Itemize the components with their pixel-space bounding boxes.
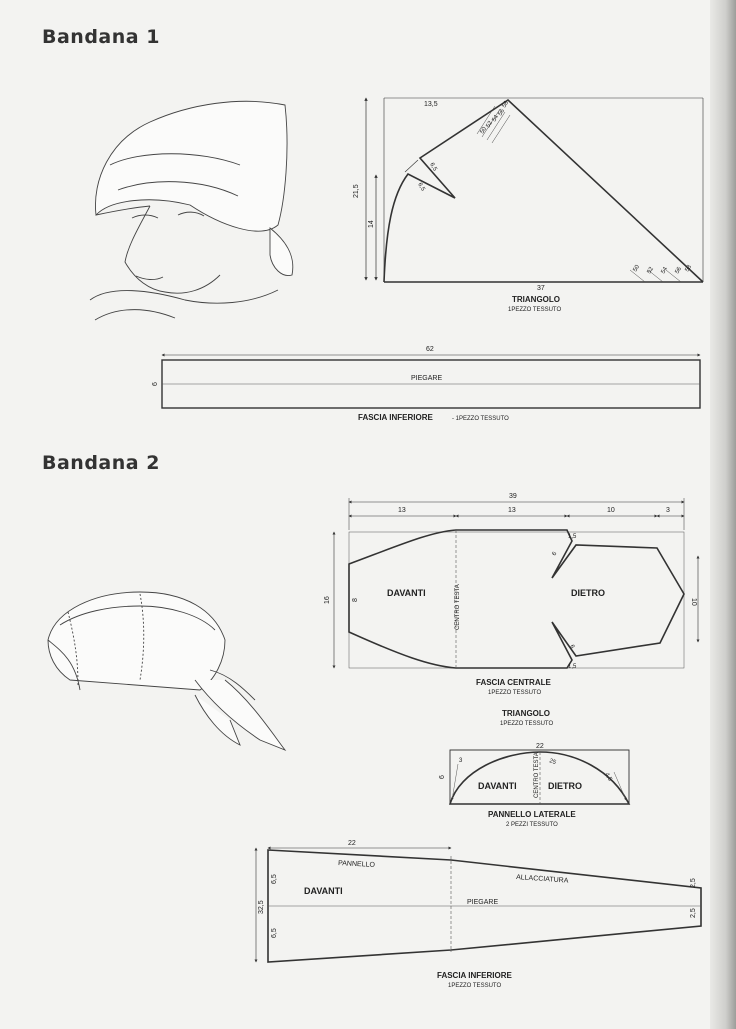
central-dart-top2: 1,5 xyxy=(568,534,577,540)
triangle-label: TRIANGOLO xyxy=(512,295,560,304)
band2-tie: ALLACCIATURA xyxy=(515,874,569,885)
dart-dim-1: 6,5 xyxy=(428,162,438,173)
side-back: DIETRO xyxy=(548,781,583,791)
band2-sub: 1PEZZO TESSUTO xyxy=(448,983,502,989)
side-dim-3: 3 xyxy=(459,758,463,764)
side-dim-6: 6 xyxy=(439,775,446,779)
band2-dim-2-5-bottom: 2,5 xyxy=(690,908,697,918)
band2-dim-22: 22 xyxy=(348,840,356,847)
central-dim-13b: 13 xyxy=(508,507,516,514)
central-dart-top: 6 xyxy=(551,551,559,557)
size-top-52: 52 xyxy=(485,120,495,129)
dim-top-13-5: 13,5 xyxy=(424,101,438,108)
band2-dim-6-5-top: 6,5 xyxy=(271,874,278,884)
side-dim-4-5: 4,5 xyxy=(603,772,613,783)
size-top-54: 54 xyxy=(491,114,501,123)
central-label: FASCIA CENTRALE xyxy=(476,678,551,687)
dart-dim-2: 6,5 xyxy=(416,182,426,193)
side-dim-25: 25 xyxy=(548,758,557,767)
central-sub: 1PEZZO TESSUTO xyxy=(488,690,542,696)
triangle-pattern xyxy=(353,98,703,313)
dim-inner-14: 14 xyxy=(368,220,375,228)
band1-label: FASCIA INFERIORE xyxy=(358,413,433,422)
side-dim-22: 22 xyxy=(536,743,544,750)
band1-pattern xyxy=(152,346,700,422)
bandana2-triangle-sub: 1PEZZO TESSUTO xyxy=(500,721,554,727)
central-dim-8: 8 xyxy=(352,598,359,602)
size-top-58: 58 xyxy=(501,100,511,109)
band1-sub: - 1PEZZO TESSUTO xyxy=(452,416,509,422)
band2-dim-6-5-bottom: 6,5 xyxy=(271,928,278,938)
band2-front: DAVANTI xyxy=(304,886,343,896)
band2-panel: PANNELLO xyxy=(337,860,376,869)
central-center: CENTRO TESTA xyxy=(455,584,461,630)
side-label: PANNELLO LATERALE xyxy=(488,810,576,819)
central-dim-13a: 13 xyxy=(398,507,406,514)
central-dart-bottom: 6 xyxy=(568,644,576,650)
bandana1-title: Bandana 1 xyxy=(42,26,160,48)
band1-dim-6: 6 xyxy=(152,382,159,386)
size-top-50: 50 xyxy=(479,126,489,135)
bandana2-triangle-label: TRIANGOLO xyxy=(502,709,550,718)
bandana1-illustration xyxy=(90,101,293,320)
central-dim-10: 10 xyxy=(607,507,615,514)
central-dart-bottom2: 1,5 xyxy=(568,664,577,670)
bandana2-illustration xyxy=(48,592,285,750)
size-top-56: 56 xyxy=(497,108,507,117)
size-bottom-58: 58 xyxy=(684,264,694,273)
side-panel-pattern xyxy=(439,743,629,828)
central-dim-10-right: 10 xyxy=(690,598,697,606)
band2-label: FASCIA INFERIORE xyxy=(437,971,512,980)
side-center: CENTRO TESTA xyxy=(534,752,540,798)
bandana2-title: Bandana 2 xyxy=(42,452,160,474)
central-dim-3: 3 xyxy=(666,507,670,514)
side-front: DAVANTI xyxy=(478,781,517,791)
band1-fold: PIEGARE xyxy=(411,375,443,382)
size-bottom-54: 54 xyxy=(660,266,670,275)
size-bottom-52: 52 xyxy=(646,266,656,275)
central-dim-39: 39 xyxy=(509,493,517,500)
size-bottom-56: 56 xyxy=(674,266,684,275)
central-dim-16: 16 xyxy=(324,596,331,604)
side-sub: 2 PEZZI TESSUTO xyxy=(506,822,558,828)
dim-base-37: 37 xyxy=(537,285,545,292)
size-bottom-50: 50 xyxy=(632,264,642,273)
dim-height-21-5: 21,5 xyxy=(353,184,360,198)
band2-pattern xyxy=(256,840,701,989)
band2-dim-32-5: 32,5 xyxy=(258,900,265,914)
central-band-pattern xyxy=(324,493,698,727)
band1-dim-62: 62 xyxy=(426,346,434,353)
triangle-sub: 1PEZZO TESSUTO xyxy=(508,307,562,313)
central-front: DAVANTI xyxy=(387,588,426,598)
central-back: DIETRO xyxy=(571,588,606,598)
band2-dim-2-5-top: 2,5 xyxy=(690,878,697,888)
band2-fold: PIEGARE xyxy=(467,899,499,906)
